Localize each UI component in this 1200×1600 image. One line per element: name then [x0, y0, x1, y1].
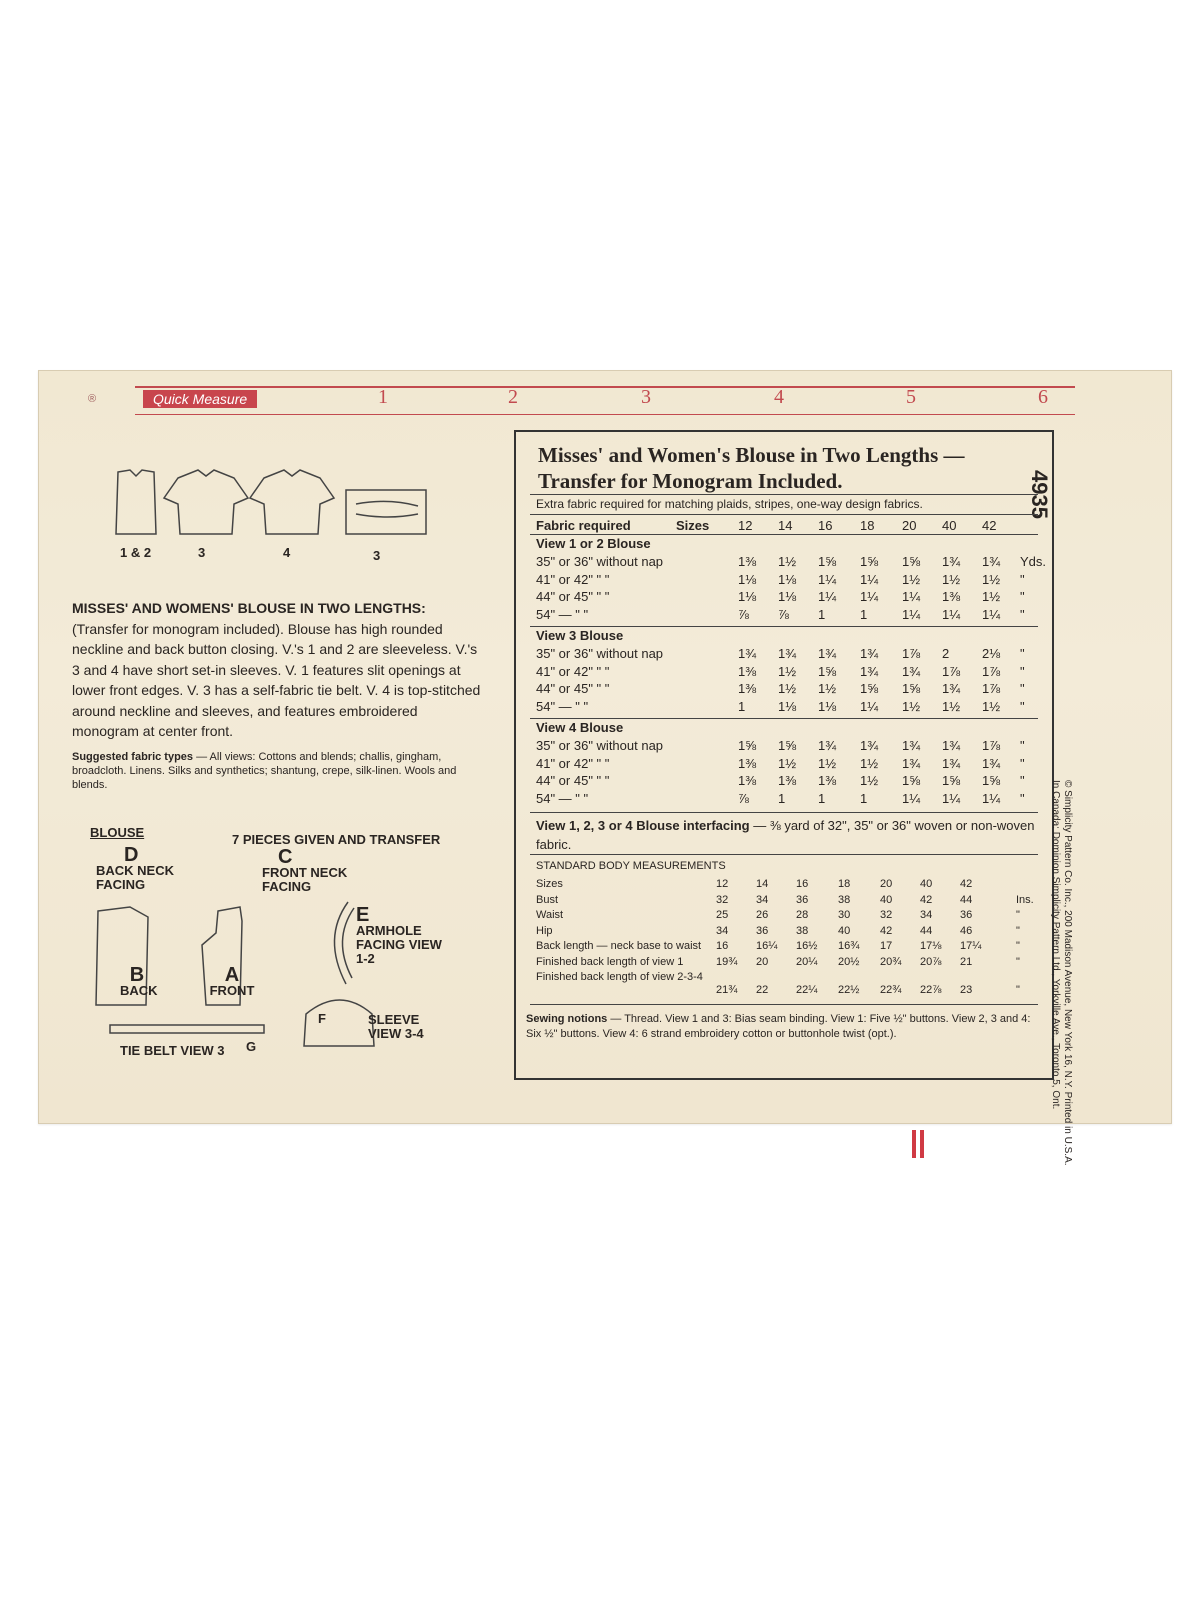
fabric-width-label: 41" or 42" " "	[536, 663, 610, 679]
measurement-cell: 22¾	[880, 984, 902, 996]
yardage-cell: 1¼	[942, 606, 961, 622]
description-heading: MISSES' AND WOMENS' BLOUSE IN TWO LENGTHS:	[72, 600, 426, 616]
yardage-cell: 1¾	[818, 646, 837, 661]
view-sketches	[108, 468, 428, 540]
measurement-cell: 34	[756, 893, 769, 906]
size-column-header: 16	[818, 518, 833, 533]
interfacing-text: — ⅜ yard of 32", 35" or 36" woven or non-woven fabric.	[536, 818, 1035, 852]
pieces-given: 7 PIECES GIVEN AND TRANSFER	[232, 832, 441, 847]
yardage-cell: 1¼	[860, 698, 879, 714]
fabric-width-label: 44" or 45" " "	[536, 589, 610, 604]
extra-fabric-note: Extra fabric required for matching plaids, stripes, one-way design fabrics.	[536, 497, 923, 511]
yardage-cell: 1⅝	[942, 773, 961, 788]
measurement-label: Bust	[536, 893, 559, 906]
quick-measure-label: Quick Measure	[143, 390, 257, 408]
yardage-cell: 1¼	[982, 606, 1001, 622]
measurement-cell: 20½	[838, 955, 860, 968]
interfacing-note	[536, 816, 1044, 854]
yardage-cell: 1½	[778, 681, 797, 696]
yardage-cell: 1⅝	[860, 681, 879, 696]
yardage-cell: ⅞	[778, 606, 789, 622]
measurement-cell: 22¼	[796, 984, 818, 996]
yardage-cell: 1⅝	[818, 554, 837, 569]
unit-cell: "	[1020, 755, 1025, 771]
quick-measure-ruler	[135, 386, 1075, 415]
fabric-width-label: 35" or 36" without nap	[536, 646, 664, 661]
yardage-cell: 1⅜	[738, 773, 757, 788]
measurement-cell: 23	[960, 984, 973, 996]
tie-belt-piece-sketch	[108, 1022, 268, 1036]
yardage-cell: 1⅝	[738, 738, 757, 753]
section-title: View 1 or 2 Blouse	[536, 536, 651, 551]
fabric-required-label: Fabric required	[536, 518, 631, 533]
piece-b-name: BACK	[120, 983, 158, 998]
notions-heading: Sewing notions	[526, 1013, 608, 1025]
fabric-types-text: — All views: Cottons and blends; challis, gingham, broadcloth. Linens. Silks and synthetics; shantung, crepe, silk-linen. Wools and blends.	[72, 751, 457, 791]
view-4-sketch	[250, 470, 334, 534]
yardage-cell: 1½	[778, 663, 797, 679]
size-column-header: 40	[942, 518, 957, 533]
yardage-cell: 1½	[982, 571, 1001, 587]
fabric-width-label: 41" or 42" " "	[536, 755, 610, 771]
measurement-cell: 44	[960, 893, 973, 906]
yardage-cell: 1½	[860, 773, 879, 788]
unit-cell: "	[1020, 606, 1025, 622]
size-column-header: 18	[860, 518, 875, 533]
yardage-cell: 1¾	[902, 663, 921, 679]
measurement-cell: 22	[756, 984, 769, 996]
yardage-cell: 1⅜	[738, 755, 757, 771]
yardage-cell: 1⅜	[738, 681, 757, 696]
measurement-label: Waist	[536, 909, 564, 921]
divider	[530, 854, 1038, 855]
piece-a-letter: A	[224, 964, 240, 986]
measurement-cell: 20	[756, 955, 769, 968]
measurement-cell: 36	[960, 909, 973, 921]
view-1-2-sketch	[116, 470, 156, 534]
yardage-cell: 1⅜	[942, 589, 961, 604]
yardage-cell: 1¾	[982, 755, 1001, 771]
divider	[530, 812, 1038, 813]
yardage-cell: 1⅜	[738, 554, 757, 569]
measurement-cell: 26	[756, 909, 769, 921]
unit-cell: "	[1016, 909, 1020, 921]
measurement-cell: 17	[880, 940, 893, 952]
yardage-cell: 1⅝	[818, 663, 837, 679]
piece-d-letter: D	[124, 844, 139, 866]
yardage-cell: 1¼	[982, 790, 1001, 806]
description-text: (Transfer for monogram included). Blouse has high rounded neckline and back button closing. V.'s 1 and 2 are sleeveless. V.'s 3 and 4 have short set-in sleeves. V. 1 features slit openings at lower front edges. V. 3 has a self-fabric tie belt. V. 4 is top-stitched around neckline and sleeves, and features embroidered monogram at center front.	[72, 620, 481, 739]
fabric-width-label: 41" or 42" " "	[536, 571, 610, 587]
size-column-header: 14	[778, 518, 793, 533]
piece-a-name: FRONT	[209, 983, 255, 998]
measurement-cell: 28	[796, 909, 809, 921]
measurement-cell: 34	[920, 909, 933, 921]
box-title-line-2: Transfer for Monogram Included.	[538, 469, 843, 493]
measurement-cell: 30	[838, 909, 851, 921]
measurement-cell: 20¾	[880, 955, 902, 968]
armhole-facing-sketch	[318, 898, 358, 988]
std-measurements-title: STANDARD BODY MEASUREMENTS	[536, 860, 726, 872]
sketch-label: 3	[198, 545, 206, 560]
yardage-cell: 1¾	[942, 755, 961, 771]
view-3-sketch	[164, 470, 248, 534]
yardage-cell: 1¼	[818, 589, 837, 604]
yardage-cell: 1¾	[860, 663, 879, 679]
divider	[530, 534, 1038, 535]
fabric-requirements-box	[514, 430, 1054, 1080]
divider	[530, 718, 1038, 719]
sketch-label: 1 & 2	[120, 545, 152, 560]
yardage-cell: 1⅛	[778, 589, 797, 604]
tie-belt-sketch	[346, 490, 426, 534]
measurement-cell: 22½	[838, 984, 860, 996]
measurement-cell: 12	[716, 878, 729, 890]
measurement-cell: 44	[920, 924, 933, 937]
measurement-cell: 16½	[796, 940, 818, 952]
unit-cell: "	[1016, 984, 1020, 996]
unit-cell: "	[1020, 589, 1025, 604]
yardage-cell: 1½	[860, 755, 879, 771]
yardage-cell: 1⅝	[902, 773, 921, 788]
unit-cell: "	[1016, 955, 1020, 968]
piece-e	[356, 904, 446, 966]
yardage-cell: 1⅛	[738, 571, 757, 587]
red-marks	[912, 1130, 928, 1163]
measurement-cell: 14	[756, 878, 769, 890]
yardage-cell: 1¾	[778, 646, 797, 661]
piece-b-letter: B	[129, 964, 145, 986]
unit-cell: "	[1020, 790, 1025, 806]
measurement-cell: 20¼	[796, 955, 818, 968]
measurement-cell: 42	[880, 924, 893, 937]
yardage-cell: 1	[860, 606, 868, 622]
yardage-cell: 1	[860, 790, 868, 806]
yardage-cell: 1½	[982, 589, 1001, 604]
unit-cell: "	[1020, 738, 1025, 753]
yardage-cell: 1⅝	[860, 554, 879, 569]
fabric-width-label: 35" or 36" without nap	[536, 554, 664, 569]
yardage-cell: 1¼	[818, 571, 837, 587]
yardage-cell: 1	[818, 790, 826, 806]
yardage-cell: 1½	[818, 755, 837, 771]
ruler-number: 6	[1038, 386, 1048, 408]
yardage-cell: 1⅜	[818, 773, 837, 788]
measurement-cell: 42	[960, 878, 973, 890]
yardage-cell: 1½	[902, 571, 921, 587]
yardage-cell: ⅞	[738, 606, 749, 622]
unit-cell: "	[1016, 940, 1020, 952]
section-title: View 4 Blouse	[536, 720, 624, 735]
yardage-cell: ⅞	[738, 790, 749, 806]
size-column-header: 42	[982, 518, 997, 533]
sketch-label: 4	[283, 545, 291, 560]
yardage-cell: 2	[942, 646, 950, 661]
unit-cell: "	[1020, 681, 1025, 696]
measurement-cell: 42	[920, 893, 933, 906]
yardage-cell: 1⅛	[818, 698, 837, 714]
yardage-cell: 1¼	[860, 589, 879, 604]
yardage-cell: 1¼	[860, 571, 879, 587]
fabric-width-label: 44" or 45" " "	[536, 681, 610, 696]
divider	[530, 494, 1038, 495]
yardage-cell: 1½	[982, 698, 1001, 714]
yardage-cell: 1⅞	[902, 646, 921, 661]
yardage-cell: 1¾	[902, 738, 921, 753]
piece-c-letter: C	[278, 846, 293, 868]
measurement-label: Finished back length of view 1	[536, 955, 684, 968]
yardage-cell: 1¼	[902, 589, 921, 604]
pattern-description	[72, 598, 484, 742]
yardage-cell: 1¾	[738, 646, 757, 661]
measurement-cell: 22⅞	[920, 984, 942, 996]
yardage-cell: 1⅛	[778, 698, 797, 714]
yardage-cell: 1¾	[942, 738, 961, 753]
measurement-cell: 16	[716, 940, 729, 952]
yardage-cell: 1⅝	[778, 738, 797, 753]
yardage-cell: 1½	[942, 571, 961, 587]
copyright-line-2: In Canada: Dominion Simplicity Pattern Ltd., Yorkville Ave., Toronto 5, Ont.	[1050, 780, 1061, 1110]
blouse-heading: BLOUSE	[90, 825, 145, 840]
yardage-cell: 1½	[902, 698, 921, 714]
yardage-cell: 1⅝	[902, 681, 921, 696]
ruler-number: 2	[508, 386, 518, 408]
fabric-types	[72, 750, 484, 792]
fabric-width-label: 44" or 45" " "	[536, 773, 610, 788]
measurement-cell: 34	[716, 924, 729, 937]
measurement-cell: 40	[880, 893, 893, 906]
sketch-label: 3	[373, 548, 381, 563]
yardage-cell: 1	[818, 606, 826, 622]
fabric-width-label: 54" — " "	[536, 698, 589, 714]
pattern-number: 4935	[1027, 470, 1052, 519]
yardage-cell: 1¼	[902, 606, 921, 622]
fabric-types-heading: Suggested fabric types	[72, 751, 194, 763]
interfacing-heading: View 1, 2, 3 or 4 Blouse interfacing	[536, 818, 750, 833]
yardage-cell: 1⅛	[738, 589, 757, 604]
measurement-cell: 38	[796, 924, 809, 937]
yardage-cell: 1¼	[942, 790, 961, 806]
yardage-cell: 1	[738, 698, 746, 714]
piece-d	[96, 844, 206, 892]
yardage-cell: 1¾	[942, 554, 961, 569]
unit-cell: Yds.	[1020, 554, 1047, 569]
fabric-width-label: 54" — " "	[536, 790, 589, 806]
box-title-line-1: Misses' and Women's Blouse in Two Lengths —	[538, 443, 965, 467]
measurement-cell: 20	[880, 878, 893, 890]
yardage-cell: 1	[778, 790, 786, 806]
piece-f-letter: F	[318, 1011, 326, 1026]
unit-cell: "	[1020, 773, 1025, 788]
yardage-cell: 1⅞	[942, 663, 961, 679]
measurement-cell: 21	[960, 955, 973, 968]
size-column-header: 20	[902, 518, 917, 533]
measurement-cell: 36	[756, 924, 769, 937]
piece-e-letter: E	[356, 904, 370, 926]
yardage-cell: 1½	[818, 681, 837, 696]
measurement-cell: 20⅞	[920, 955, 942, 968]
divider	[530, 626, 1038, 627]
yardage-cell: 1¾	[818, 738, 837, 753]
measurement-cell: 36	[796, 893, 809, 906]
yardage-cell: 1¼	[902, 790, 921, 806]
yardage-cell: 1⅝	[902, 554, 921, 569]
copyright-line-1: © Simplicity Pattern Co. Inc., 200 Madison Avenue, New York 16, N.Y. Printed in U.S.A.	[1062, 780, 1073, 1166]
measurement-cell: 38	[838, 893, 851, 906]
yardage-cell: 1½	[942, 698, 961, 714]
yardage-cell: 1⅞	[982, 663, 1001, 679]
size-column-header: 12	[738, 518, 753, 533]
measurement-label: Hip	[536, 924, 553, 937]
piece-a	[208, 964, 256, 998]
fabric-width-label: 35" or 36" without nap	[536, 738, 664, 753]
divider	[530, 1004, 1038, 1005]
yardage-cell: 1⅞	[982, 738, 1001, 753]
measurement-cell: 16	[796, 878, 809, 890]
measurement-cell: 17⅛	[920, 940, 942, 952]
measurement-cell: 40	[838, 924, 851, 937]
measurement-label: Back length — neck base to waist	[536, 940, 702, 952]
yardage-cell: 1¾	[860, 646, 879, 661]
unit-cell: "	[1020, 698, 1025, 714]
yardage-cell: 1¾	[902, 755, 921, 771]
yardage-cell: 1¾	[942, 681, 961, 696]
piece-b	[120, 964, 158, 998]
unit-cell: "	[1020, 646, 1025, 661]
piece-e-name: ARMHOLE FACING VIEW 1-2	[356, 923, 442, 966]
ruler-number: 1	[378, 386, 388, 408]
divider	[530, 514, 1038, 515]
section-title: View 3 Blouse	[536, 628, 624, 643]
unit-cell: "	[1020, 571, 1025, 587]
unit-cell: "	[1016, 924, 1020, 937]
yardage-cell: 1½	[778, 755, 797, 771]
measurement-label: Sizes	[536, 878, 563, 890]
piece-g-name: TIE BELT VIEW 3	[120, 1043, 225, 1058]
piece-c-name: FRONT NECK FACING	[262, 865, 348, 894]
piece-g-letter: G	[246, 1039, 257, 1054]
sewing-notions	[526, 1012, 1046, 1042]
unit-cell: "	[1020, 663, 1025, 679]
copyright-notice	[1049, 780, 1073, 1166]
measurement-cell: 19¾	[716, 955, 738, 968]
fabric-width-label: 54" — " "	[536, 606, 589, 622]
measurement-cell: 17¼	[960, 940, 982, 952]
measurement-cell: 32	[716, 893, 729, 906]
measurement-cell: 32	[880, 909, 893, 921]
ruler-number: 5	[906, 386, 916, 408]
piece-f-name: SLEEVE VIEW 3-4	[368, 1012, 424, 1041]
registered-mark: ®	[88, 393, 97, 405]
pieces-sketch-ab	[90, 905, 270, 1015]
measurement-cell: 46	[960, 924, 973, 937]
measurement-cell: 21¾	[716, 984, 738, 996]
measurement-cell: 25	[716, 909, 729, 921]
notions-text: — Thread. View 1 and 3: Bias seam binding. View 1: Five ½" buttons. View 2, 3 and 4: Six ½" buttons. View 4: 6 strand embroidery cotton or buttonhole twist (opt.).	[526, 1013, 1031, 1040]
piece-c	[262, 846, 372, 894]
ruler-number: 3	[641, 386, 651, 408]
yardage-cell: 1⅛	[778, 571, 797, 587]
measurement-cell: 18	[838, 878, 851, 890]
box-title	[538, 442, 1058, 494]
yardage-cell: 1½	[778, 554, 797, 569]
yardage-cell: 1⅜	[778, 773, 797, 788]
yardage-cell: 1¾	[982, 554, 1001, 569]
measurement-cell: 16¼	[756, 940, 778, 952]
sizes-label: Sizes	[676, 518, 710, 533]
measurement-cell: 40	[920, 878, 933, 890]
yardage-cell: 1⅞	[982, 681, 1001, 696]
yardage-cell: 1⅝	[982, 773, 1001, 788]
yardage-cell: 1⅜	[738, 663, 757, 679]
measurement-label: Finished back length of view 2-3-4	[536, 971, 703, 983]
yardage-cell: 2⅛	[982, 646, 1001, 661]
yardage-cell: 1¾	[860, 738, 879, 753]
measurement-cell: 16¾	[838, 940, 860, 952]
unit-cell: Ins.	[1016, 893, 1034, 906]
ruler-number: 4	[774, 386, 784, 408]
piece-d-name: BACK NECK FACING	[96, 863, 174, 892]
